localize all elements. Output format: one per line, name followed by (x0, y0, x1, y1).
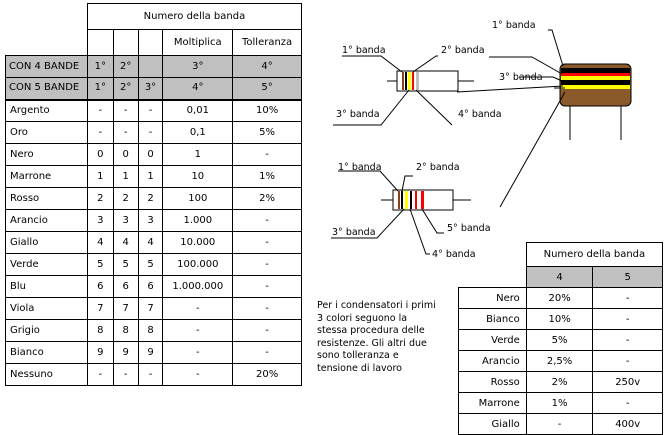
multiplier-header: Moltiplica (163, 30, 233, 56)
color-b1-cell: - (87, 122, 113, 144)
config-mult-cell: 4° (163, 78, 233, 100)
color-b3-cell: - (138, 364, 163, 386)
config-b2-cell: 2° (113, 56, 138, 78)
config-tol-cell: 5° (233, 78, 302, 100)
cap-c4-cell: 20% (526, 288, 593, 309)
cap-c5-cell: - (593, 351, 663, 372)
color-name-cell: Arancio (6, 210, 88, 232)
color-b3-cell: 5 (138, 254, 163, 276)
color-name-cell: Oro (6, 122, 88, 144)
color-tol-cell: 1% (233, 166, 302, 188)
color-tol-cell: - (233, 298, 302, 320)
color-b1-cell: 2 (87, 188, 113, 210)
color-b2-cell: - (113, 122, 138, 144)
capacitor-band3-label: 3° banda (499, 72, 543, 83)
color-mult-cell: 10.000 (163, 232, 233, 254)
color-b3-cell: 3 (138, 210, 163, 232)
capacitor-band1-label: 1° banda (492, 20, 536, 31)
color-b3-cell: 1 (138, 166, 163, 188)
color-tol-cell: - (233, 210, 302, 232)
color-name-cell: Nero (6, 144, 88, 166)
color-b1-cell: 9 (87, 342, 113, 364)
cap-name-cell: Marrone (459, 393, 527, 414)
tolerance-header: Tolleranza (233, 30, 302, 56)
color-b3-cell: 8 (138, 320, 163, 342)
color-mult-cell: - (163, 320, 233, 342)
color-mult-cell: 0,01 (163, 100, 233, 122)
color-name-cell: Viola (6, 298, 88, 320)
color-b1-cell: - (87, 364, 113, 386)
cap-col-header-row (459, 267, 663, 288)
config-tol-cell: 4° (233, 56, 302, 78)
color-name-cell: Blu (6, 276, 88, 298)
config-mult-cell: 3° (163, 56, 233, 78)
cap-name-cell: Bianco (459, 309, 527, 330)
cap-name-cell: Nero (459, 288, 527, 309)
color-mult-cell: 10 (163, 166, 233, 188)
color-name-cell: Rosso (6, 188, 88, 210)
resistor-5band-drawing (381, 190, 471, 210)
color-mult-cell: 1.000 (163, 210, 233, 232)
cap-col-4: 4 (526, 267, 593, 288)
band-number-header: Numero della banda (87, 4, 301, 30)
r5-band2-label: 2° banda (416, 162, 460, 173)
table-row (459, 372, 663, 393)
color-name-cell: Verde (6, 254, 88, 276)
table-row (459, 309, 663, 330)
cap-c4-cell: 10% (526, 309, 593, 330)
cap-c5-cell: 250v (593, 372, 663, 393)
color-b3-cell: 2 (138, 188, 163, 210)
color-b1-cell: 3 (87, 210, 113, 232)
color-b2-cell: 2 (113, 188, 138, 210)
color-b2-cell: 6 (113, 276, 138, 298)
color-b1-cell: 1 (87, 166, 113, 188)
color-b1-cell: 7 (87, 298, 113, 320)
cap-c4-cell: 2% (526, 372, 593, 393)
color-mult-cell: 100 (163, 188, 233, 210)
cap-rows (459, 288, 663, 435)
color-mult-cell: - (163, 342, 233, 364)
color-b3-cell: 6 (138, 276, 163, 298)
color-b2-cell: 8 (113, 320, 138, 342)
r4-band2-label: 2° banda (441, 45, 485, 56)
color-b3-cell: 7 (138, 298, 163, 320)
r4-band3-label: 3° banda (336, 109, 380, 120)
cap-c5-cell: - (593, 309, 663, 330)
color-b3-cell: 0 (138, 144, 163, 166)
color-name-cell: Nessuno (6, 364, 88, 386)
cap-c4-cell: - (526, 414, 593, 435)
color-tol-cell: - (233, 276, 302, 298)
table-row (459, 393, 663, 414)
color-mult-cell: 100.000 (163, 254, 233, 276)
cap-c5-cell: - (593, 288, 663, 309)
table-row (459, 351, 663, 372)
cap-c4-cell: 5% (526, 330, 593, 351)
color-name-cell: Marrone (6, 166, 88, 188)
color-b1-cell: 0 (87, 144, 113, 166)
color-b2-cell: 4 (113, 232, 138, 254)
color-b2-cell: - (113, 100, 138, 122)
cap-name-cell: Verde (459, 330, 527, 351)
cap-c5-cell: - (593, 393, 663, 414)
color-name-cell: Bianco (6, 342, 88, 364)
color-b1-cell: - (87, 100, 113, 122)
r5-band5-label: 5° banda (447, 223, 491, 234)
r5-band1-label: 1° banda (338, 162, 382, 173)
resistor-4band-drawing (387, 71, 474, 91)
cap-name-cell: Giallo (459, 414, 527, 435)
color-mult-cell: - (163, 298, 233, 320)
cap-band-number-header: Numero della banda (526, 243, 662, 267)
config-label-cell: CON 4 BANDE (6, 56, 88, 78)
color-b2-cell: 1 (113, 166, 138, 188)
table-row (459, 288, 663, 309)
color-b1-cell: 6 (87, 276, 113, 298)
color-b3-cell: - (138, 100, 163, 122)
config-b2-cell: 2° (113, 78, 138, 100)
r4-band4-label: 4° banda (458, 109, 502, 120)
cap-name-cell: Rosso (459, 372, 527, 393)
color-name-cell: Giallo (6, 232, 88, 254)
color-b1-cell: 5 (87, 254, 113, 276)
r5-band3-label: 3° banda (332, 227, 376, 238)
cap-c5-cell: - (593, 330, 663, 351)
r4-band1-label: 1° banda (342, 45, 386, 56)
color-tol-cell: - (233, 342, 302, 364)
capacitor-drawing (560, 64, 631, 140)
capacitor-note: Per i condensatori i primi 3 colori seguono la stessa procedura delle resistenze. Gli altri due sono tolleranza e tensione di lavoro (317, 300, 436, 374)
color-b1-cell: 4 (87, 232, 113, 254)
color-tol-cell: - (233, 320, 302, 342)
color-b2-cell: 3 (113, 210, 138, 232)
table-row (459, 414, 663, 435)
cap-c5-cell: 400v (593, 414, 663, 435)
color-name-cell: Argento (6, 100, 88, 122)
color-b3-cell: - (138, 122, 163, 144)
table-row (459, 330, 663, 351)
config-b1-cell: 1° (87, 78, 113, 100)
color-b3-cell: 4 (138, 232, 163, 254)
cap-col-5: 5 (593, 267, 663, 288)
config-b3-cell: 3° (138, 78, 163, 100)
cap-c4-cell: 1% (526, 393, 593, 414)
cap-name-cell: Arancio (459, 351, 527, 372)
color-mult-cell: 1.000.000 (163, 276, 233, 298)
color-name-cell: Grigio (6, 320, 88, 342)
color-b3-cell: 9 (138, 342, 163, 364)
config-b1-cell: 1° (87, 56, 113, 78)
color-tol-cell: 20% (233, 364, 302, 386)
color-tol-cell: - (233, 144, 302, 166)
color-mult-cell: - (163, 364, 233, 386)
color-mult-cell: 1 (163, 144, 233, 166)
color-mult-cell: 0,1 (163, 122, 233, 144)
color-b2-cell: 9 (113, 342, 138, 364)
r5-band4-label: 4° banda (432, 249, 476, 260)
config-label-cell: CON 5 BANDE (6, 78, 88, 100)
color-tol-cell: 10% (233, 100, 302, 122)
cap-header-row (459, 243, 663, 267)
color-tol-cell: - (233, 254, 302, 276)
color-b1-cell: 8 (87, 320, 113, 342)
color-b2-cell: 5 (113, 254, 138, 276)
color-tol-cell: - (233, 232, 302, 254)
color-b2-cell: 0 (113, 144, 138, 166)
color-tol-cell: 2% (233, 188, 302, 210)
capacitor-code-table (458, 242, 663, 435)
color-tol-cell: 5% (233, 122, 302, 144)
color-b2-cell: - (113, 364, 138, 386)
color-b2-cell: 7 (113, 298, 138, 320)
cap-c4-cell: 2,5% (526, 351, 593, 372)
